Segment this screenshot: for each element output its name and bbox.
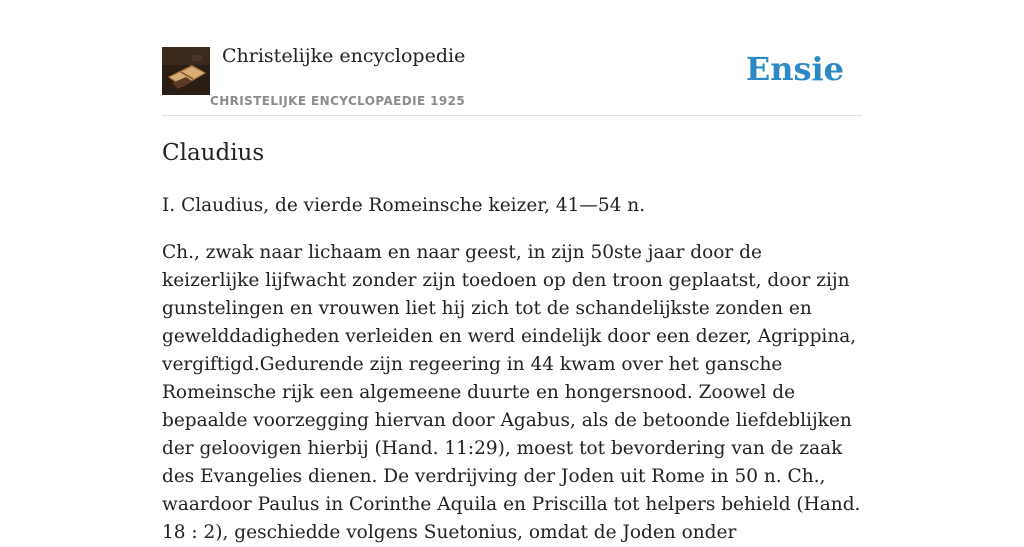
book-thumbnail-icon: [162, 47, 210, 95]
source-avatar-icon[interactable]: [162, 47, 210, 95]
header-divider: [162, 115, 862, 116]
source-subtitle: CHRISTELIJKE ENCYCLOPAEDIE 1925: [210, 94, 466, 108]
page: [162, 0, 862, 543]
brand-logo-link[interactable]: Ensie: [745, 50, 844, 88]
article-paragraph: Ch., zwak naar lichaam en naar geest, in zijn 50ste jaar door de keizerlijke lijfwacht zonder zijn toedoen op den troon geplaatst, door zijn gunstelingen en vrouwen liet hij zich tot de schandelijkste zonden en gewelddadigheden verleiden en werd eindelijk door een dezer, Agrippina, vergiftigd.Gedurende zijn regeering in 44 kwam over het gansche Romeinsche rijk een algemeene duurte en hongersnood. Zoowel de bepaalde voorzegging hiervan door Agabus, als de betoonde liefdeblijken der geloovigen hierbij (Hand. 11:29), moest tot bevordering van de zaak des Evangelies dienen. De verdrijving der Joden uit Rome in 50 n. Ch., waardoor Paulus in Corinthe Aquila en Priscilla tot helpers behield (Hand. 18 : 2), geschiedde volgens Suetonius, omdat de Joden onder: [162, 242, 861, 543]
article-title: Claudius: [162, 140, 265, 166]
article-body: [162, 192, 862, 547]
source-title-link[interactable]: Christelijke encyclopedie: [222, 45, 466, 67]
article-paragraph: I. Claudius, de vierde Romeinsche keizer, 41—54 n.: [162, 195, 646, 216]
